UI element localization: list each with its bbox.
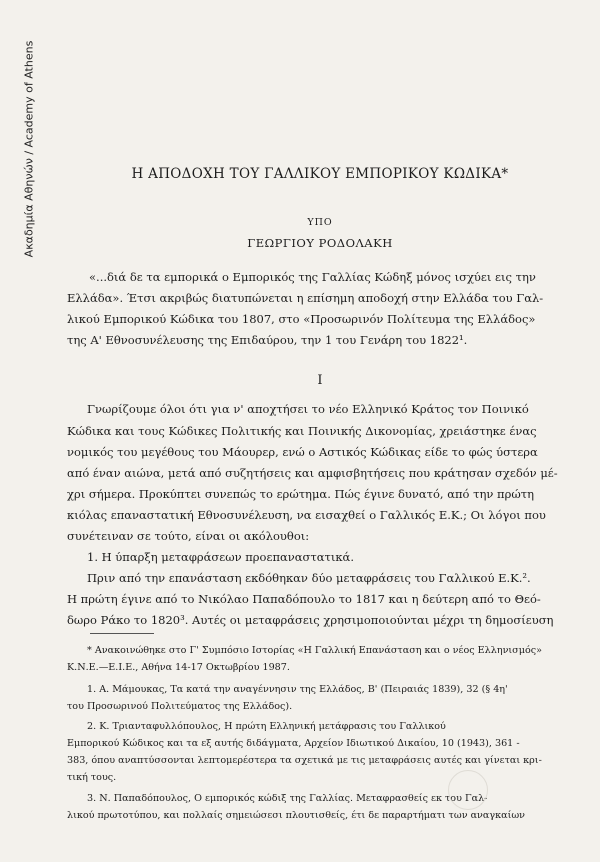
footnote-line: * Ανακοινώθηκε στο Γ' Συμπόσιο Ιστορίας «Η Γαλλική Επανάσταση και ο νέος Ελληνισμός» [87,645,542,656]
footnote-line: Εμπορικού Κώδικος και τα εξ αυτής διδάγματα, Αρχείον Ιδιωτικού Δικαίου, 10 (1943), 361 - [67,738,520,749]
intro-line: «...διά δε τα εμπορικά ο Εμπορικός της Γαλλίας Κώδηξ μόνος ισχύει εις την [89,270,536,284]
footnote-line: Κ.Ν.Ε.—Ε.Ι.Ε., Αθήνα 14-17 Οκτωβρίου 1987. [67,662,290,673]
footnote-line: 1. Α. Μάμουκας, Τα κατά την αναγέννησιν της Ελλάδος, Β' (Πειραιάς 1839), 32 (§ 4η' [87,684,508,695]
body-line: Γνωρίζουμε όλοι ότι για ν' αποχτήσει το νέο Ελληνικό Κράτος τον Ποινικό [87,402,529,416]
footnote-line: τική τους. [67,772,117,783]
footnote-divider [90,633,154,634]
footnote-line: 383, όπου αναπτύσσονται λεπτομερέστερα τα σχετικά με τις μεταφράσεις αυτές και γίνεται κρι- [67,755,542,766]
footnote-line: 2. Κ. Τριανταφυλλόπουλος, Η πρώτη Ελληνική μετάφρασις του Γαλλικού [87,721,446,732]
section-number: I [317,373,323,388]
body-line: δωρο Ράκο το 1820³. Αυτές οι μεταφράσεις χρησιμοποιούνται μέχρι τη δημοσίευση [67,613,554,627]
archive-side-label [22,40,36,258]
article-title: Η ΑΠΟΔΟΧΗ ΤΟΥ ΓΑΛΛΙΚΟΥ ΕΜΠΟΡΙΚΟΥ ΚΩΔΙΚΑ* [131,166,509,182]
intro-line: Ελλάδα». Έτσι ακριβώς διατυπώνεται η επίσημη αποδοχή στην Ελλάδα του Γαλ- [67,291,544,305]
intro-line: της Α' Εθνοσυνέλευσης της Επιδαύρου, την 1 του Γενάρη του 1822¹. [67,333,468,347]
body-line: Πριν από την επανάσταση εκδόθηκαν δύο μεταφράσεις του Γαλλικού Ε.Κ.². [87,571,531,585]
intro-line: λικού Εμπορικού Κώδικα του 1807, στο «Προσωρινόν Πολίτευμα της Ελλάδος» [67,312,536,326]
body-line: Κώδικα και τους Κώδικες Πολιτικής και Ποινικής Δικονομίας, χρειάστηκε ένας [67,424,537,438]
byline-prefix: ΥΠΟ [307,217,333,228]
body-line: Η πρώτη έγινε από το Νικόλαο Παπαδόπουλο το 1817 και η δεύτερη από το Θεό- [67,592,541,606]
footnote-line: λικού πρωτοτύπου, και πολλαίς σημειώσεσι πλουτισθείς, έτι δε παραρτήματι των αναγκαίων [67,810,525,821]
watermark-seal-icon [448,770,488,810]
footnote-line: του Προσωρινού Πολιτεύματος της Ελλάδος). [67,701,293,712]
numbered-heading: 1. Η ύπαρξη μεταφράσεων προεπαναστατικά. [87,550,354,564]
side-label-text: Ακαδημία Αθηνών / Academy of Athens [22,40,36,258]
footnote-line: 3. Ν. Παπαδόπουλος, Ο εμπορικός κώδιξ της Γαλλίας. Μεταφρασθείς εκ του Γαλ- [87,793,488,804]
body-line: από έναν αιώνα, μετά από συζητήσεις και αμφισβητήσεις που κράτησαν σχεδόν μέ- [67,466,558,480]
body-line: συνέτειναν σε τούτο, είναι οι ακόλουθοι: [67,529,310,543]
body-line: χρι σήμερα. Προκύπτει συνεπώς το ερώτημα. Πώς έγινε δυνατό, από την πρώτη [67,487,534,501]
author-name: ΓΕΩΡΓΙΟΥ ΡΟΔΟΛΑΚΗ [247,236,393,250]
body-line: κιόλας επαναστατική Εθνοσυνέλευση, να εισαχθεί ο Γαλλικός Ε.Κ.; Οι λόγοι που [67,508,546,522]
body-line: νομικός του μεγέθους του Μάουρερ, ενώ ο Αστικός Κώδικας είδε το φώς ύστερα [67,445,538,459]
